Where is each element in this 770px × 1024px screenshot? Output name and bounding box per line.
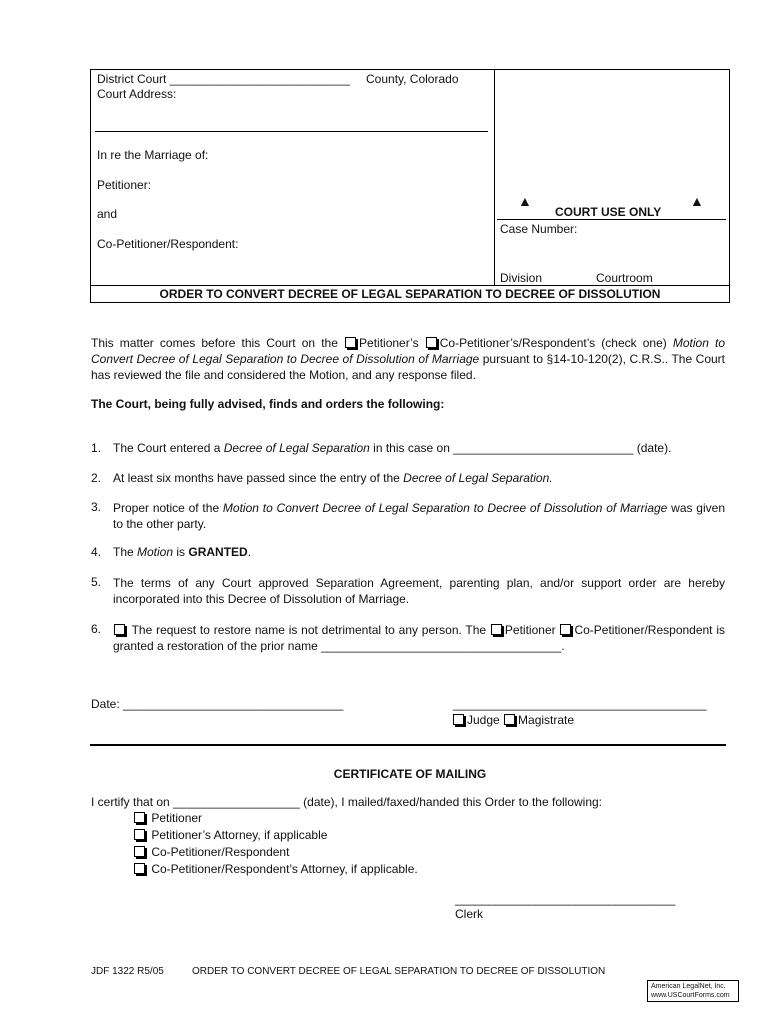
item-number: 3. (91, 500, 102, 514)
and-label: and (97, 207, 118, 221)
recipient-checkbox[interactable] (134, 863, 145, 874)
stamp-line-2: www.USCourtForms.com (651, 992, 730, 999)
judge-label: Judge (467, 713, 504, 727)
recipient-checkbox[interactable] (134, 812, 145, 823)
petitioner-checkbox[interactable] (345, 337, 356, 348)
court-address-rule (95, 131, 488, 132)
motion-title: Motion to Convert Decree of Legal Separation to Decree of Dissolution of Marriage (91, 336, 726, 366)
recipient-item (133, 845, 289, 859)
intro-text-5: pursuant to §14-10-120(2), C.R.S.. The Court has reviewed the file and considered the Motion, and any response filed. (91, 352, 725, 382)
item-6 (113, 622, 725, 654)
item-1-italic: Decree of Legal Separation (223, 441, 370, 455)
item-4-text-2: is (173, 545, 189, 559)
section-divider (90, 744, 726, 746)
footer-title: ORDER TO CONVERT DECREE OF LEGAL SEPARATION TO DECREE OF DISSOLUTION (192, 966, 606, 977)
item-number: 4. (91, 545, 102, 559)
item-2-italic: Decree of Legal Separation. (403, 471, 553, 485)
magistrate-label: Magistrate (518, 713, 575, 727)
judge-magistrate (452, 713, 574, 727)
up-arrow-icon: ▲ (518, 193, 532, 209)
item-6-text-end: Co-Petitioner/Respondent is granted a restoration of the prior name ____________________________________. (113, 623, 725, 653)
item-3-text: Proper notice of the (113, 501, 223, 515)
recipient-item (133, 811, 202, 825)
intro-text-2: Petitioner’s (359, 336, 425, 350)
recipient-item (133, 828, 327, 842)
court-line-left: District Court ___________________________ (97, 72, 350, 86)
clerk-label: Clerk (455, 907, 484, 921)
date-line: Date: _________________________________ (91, 697, 344, 711)
magistrate-checkbox[interactable] (504, 714, 515, 725)
caption-box (90, 69, 730, 303)
intro-text-3: Co-Petitioner’s/Respondent’s (check one) (439, 336, 673, 350)
signature-line: ______________________________________ (453, 697, 707, 711)
certify-line: I certify that on ___________________ (date), I mailed/faxed/handed this Order to the following: (91, 795, 603, 809)
case-number-label: Case Number: (500, 222, 578, 236)
item-2-text: At least six months have passed since the entry of the (113, 471, 404, 485)
recipient-label: Co-Petitioner/Respondent’s Attorney, if applicable. (151, 862, 418, 876)
recipient-checkbox[interactable] (134, 829, 145, 840)
item-6-text: The request to restore name is not detrimental to any person. The (128, 623, 490, 637)
item-1-text-end: in this case on ___________________________ (date). (369, 441, 672, 455)
division-label: Division (500, 271, 543, 285)
intro-text-1: This matter comes before this Court on the (91, 336, 345, 350)
item-3-italic: Motion to Convert Decree of Legal Separation to Decree of Dissolution of Marriage (222, 501, 668, 515)
recipient-label: Co-Petitioner/Respondent (151, 845, 290, 859)
certificate-heading: CERTIFICATE OF MAILING (333, 767, 487, 781)
court-use-only: COURT USE ONLY (555, 205, 662, 219)
granted-text: GRANTED (188, 545, 248, 559)
item-4-italic: Motion (137, 545, 174, 559)
recipient-checkbox[interactable] (134, 846, 145, 857)
restore-name-checkbox[interactable] (114, 624, 125, 635)
copetitioner-label: Co-Petitioner/Respondent: (97, 237, 239, 251)
restore-copetitioner-checkbox[interactable] (560, 624, 571, 635)
item-3 (113, 500, 725, 532)
stamp-line-1: American LegalNet, Inc. (651, 983, 726, 990)
court-use-rule (497, 219, 726, 220)
form-id: JDF 1322 R5/05 (91, 966, 164, 977)
findings-heading: The Court, being fully advised, finds and orders the following: (91, 397, 445, 411)
item-number: 6. (91, 622, 102, 636)
court-line-right: County, Colorado (366, 72, 459, 86)
item-3-text-end: was given to the other party. (113, 501, 725, 531)
item-number: 1. (91, 441, 102, 455)
copetitioner-checkbox[interactable] (426, 337, 437, 348)
order-title: ORDER TO CONVERT DECREE OF LEGAL SEPARATION TO DECREE OF DISSOLUTION (159, 287, 661, 301)
intro-paragraph (91, 335, 725, 383)
item-5: The terms of any Court approved Separation Agreement, parenting plan, and/or support order are hereby incorporated into this Decree of Dissolution of Marriage. (113, 576, 725, 606)
item-number: 5. (91, 575, 102, 589)
up-arrow-icon: ▲ (690, 193, 704, 209)
item-2 (113, 471, 553, 485)
item-6-petitioner: Petitioner (504, 623, 560, 637)
item-1-text: The Court entered a (113, 441, 224, 455)
restore-petitioner-checkbox[interactable] (491, 624, 502, 635)
item-number: 2. (91, 471, 102, 485)
court-address-label: Court Address: (97, 87, 177, 101)
in-re-label: In re the Marriage of: (97, 148, 209, 162)
recipient-label: Petitioner (151, 811, 203, 825)
recipient-item (133, 862, 418, 876)
caption-divider (494, 69, 495, 285)
petitioner-label: Petitioner: (97, 178, 152, 192)
recipient-label: Petitioner’s Attorney, if applicable (151, 828, 328, 842)
judge-checkbox[interactable] (453, 714, 464, 725)
item-4 (113, 545, 251, 559)
caption-title-rule (90, 285, 729, 286)
item-4-text: The (113, 545, 138, 559)
item-1 (113, 441, 671, 455)
clerk-line: _________________________________ (455, 892, 676, 906)
courtroom-label: Courtroom (596, 271, 653, 285)
item-4-period: . (247, 545, 252, 559)
